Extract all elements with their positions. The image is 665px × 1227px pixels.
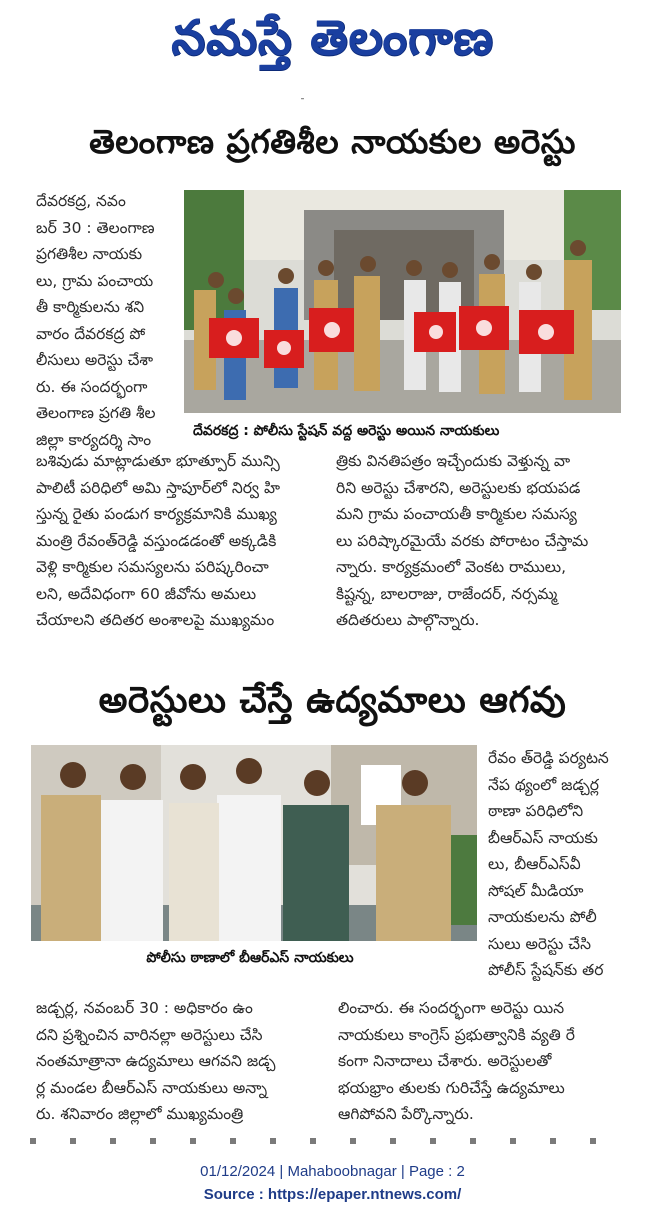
article-line: తీ కార్మికులను శని bbox=[36, 298, 145, 316]
article-line: దేవరకద్ర, నవం bbox=[36, 192, 126, 210]
article-line: నాయకులు కాంగ్రెస్ ప్రభుత్వానికి వ్యతి రే bbox=[338, 1025, 575, 1044]
footer-date-edition: 01/12/2024 | Mahaboobnagar | Page : 2 bbox=[200, 1163, 465, 1180]
article-line: తెలంగాణ ప్రగతి శీల bbox=[36, 404, 156, 422]
article-line: లని, అదేవిధంగా 60 జీవోను అమలు bbox=[36, 584, 257, 603]
article-line: నేప థ్యంలో జడ్చర్ల bbox=[488, 775, 599, 794]
article1-column-middle bbox=[36, 448, 310, 634]
article-line: మని గ్రామ పంచాయతీ కార్మికుల సమస్య bbox=[336, 505, 577, 523]
article-line: లించారు. ఈ సందర్భంగా అరెస్టు యిన bbox=[338, 999, 565, 1017]
article-line: న్నారు. కార్యక్రమంలో వెంకట రాములు, bbox=[336, 558, 567, 576]
masthead-title: నమస్తే తెలంగాణ bbox=[171, 10, 494, 66]
article-line: చేయాలని తదితర అంశాలపై ముఖ్యమం bbox=[36, 611, 275, 629]
article-line: జడ్చర్ల, నవంబర్ 30 : అధికారం ఉం bbox=[36, 999, 253, 1017]
article2-column-right bbox=[488, 745, 628, 984]
article-line: లు పరిష్కారమైయే వరకు పోరాటం చేస్తామ bbox=[336, 531, 589, 550]
article-line: లు, గ్రామ పంచాయ bbox=[36, 271, 154, 290]
article-line: బీఆర్ఎస్ నాయకు bbox=[488, 828, 598, 847]
article1-headline: తెలంగాణ ప్రగతిశీల నాయకుల అరెస్టు bbox=[89, 122, 576, 161]
masthead bbox=[0, 0, 665, 88]
footer-source: Source : https://epaper.ntnews.com/ bbox=[203, 1186, 462, 1203]
article1-photo-caption: దేవరకద్ర : పోలీసు స్టేషన్ వద్ద అరెస్టు అయిన నాయకులు bbox=[193, 419, 613, 443]
article-line: స్తున్న రైతు పండుగ కార్యక్రమానికి ముఖ్య bbox=[36, 505, 277, 523]
article-line: బశివుడు మాట్లాడుతూ భూత్పూర్ మున్సి bbox=[36, 452, 280, 470]
article-line: సులు అరెస్టు చేసి bbox=[488, 934, 591, 953]
article-line: మంత్రి రేవంత్‌రెడ్డి వస్తుండడంతో అక్కడికి bbox=[36, 531, 277, 550]
article2-column-bottom-right bbox=[338, 995, 628, 1128]
article2-photo bbox=[31, 745, 477, 941]
divider-mark: ˉ bbox=[300, 98, 305, 109]
article-line: సోషల్ మీడియా bbox=[488, 881, 584, 900]
article-line: రు. ఈ సందర్భంగా bbox=[36, 377, 148, 396]
article1-column-left bbox=[36, 188, 176, 453]
article-line: జిల్లా కార్యదర్శి సాం bbox=[36, 430, 152, 449]
article-line: త్రికు వినతిపత్రం ఇచ్చేందుకు వెళ్తున్న వా bbox=[336, 452, 571, 470]
article1-photo-image bbox=[184, 190, 621, 413]
article-line: భయభ్రాం తులకు గురిచేస్తే ఉద్యమాలు bbox=[338, 1078, 565, 1097]
article-line: పోలీస్ స్టేషన్‌కు తర bbox=[488, 961, 604, 979]
article2-headline: అరెస్టులు చేస్తే ఉద్యమాలు ఆగవు bbox=[98, 680, 567, 721]
article-line: పాలిటీ పరిధిలో అమి స్తాపూర్‌లో నిర్వ హి bbox=[36, 478, 280, 497]
article-line: ఠాణా పరిధిలోని bbox=[488, 802, 584, 820]
article2-photo-caption: పోలీసు ఠాణాలో బీఆర్ఎస్ నాయకులు bbox=[100, 946, 400, 970]
next-article-fragment bbox=[30, 1138, 630, 1144]
article2-photo-image bbox=[31, 745, 477, 941]
article-line: రేవం త్‌రెడ్డి పర్యటన bbox=[488, 749, 609, 767]
article-line: నాయకులను పోలీ bbox=[488, 908, 597, 926]
article-line: కిష్టన్న, బాలరాజు, రాజేందర్, నర్సమ్మ bbox=[336, 584, 558, 603]
article1-column-right bbox=[336, 448, 624, 634]
article-line: లు, బీఆర్ఎస్‌వీ bbox=[488, 855, 581, 873]
article-line: బర్ 30 : తెలంగాణ bbox=[36, 218, 155, 237]
article1-photo bbox=[184, 190, 621, 413]
article-line: వెళ్లి కార్మికుల సమస్యలను పరిష్కరించా bbox=[36, 558, 269, 576]
article-line: వారం దేవరకద్ర పో bbox=[36, 324, 146, 343]
article-line: నంతమాత్రానా ఉద్యమాలు ఆగవని జడ్చ bbox=[36, 1052, 276, 1070]
article-line: కంగా నినాదాలు చేశారు. అరెస్టులతో bbox=[338, 1052, 552, 1070]
article-line: దని ప్రశ్నించిన వారినల్లా అరెస్టులు చేసి bbox=[36, 1025, 263, 1044]
article-line: ప్రగతిశీల నాయకు bbox=[36, 245, 143, 263]
article-line: రు. శనివారం జిల్లాలో ముఖ్యమంత్రి bbox=[36, 1105, 244, 1123]
article-line: ర్ల మండల బీఆర్ఎస్ నాయకులు అన్నా bbox=[36, 1078, 268, 1097]
article2-column-bottom-left bbox=[36, 995, 332, 1128]
article-line: తదితరులు పాల్గొన్నారు. bbox=[336, 611, 480, 629]
article-line: లీసులు అరెస్టు చేశా bbox=[36, 351, 154, 369]
article-line: ఆగిపోవని పేర్కొన్నారు. bbox=[338, 1105, 474, 1123]
article-line: రిని అరెస్టు చేశారని, అరెస్టులకు భయపడ bbox=[336, 478, 581, 497]
